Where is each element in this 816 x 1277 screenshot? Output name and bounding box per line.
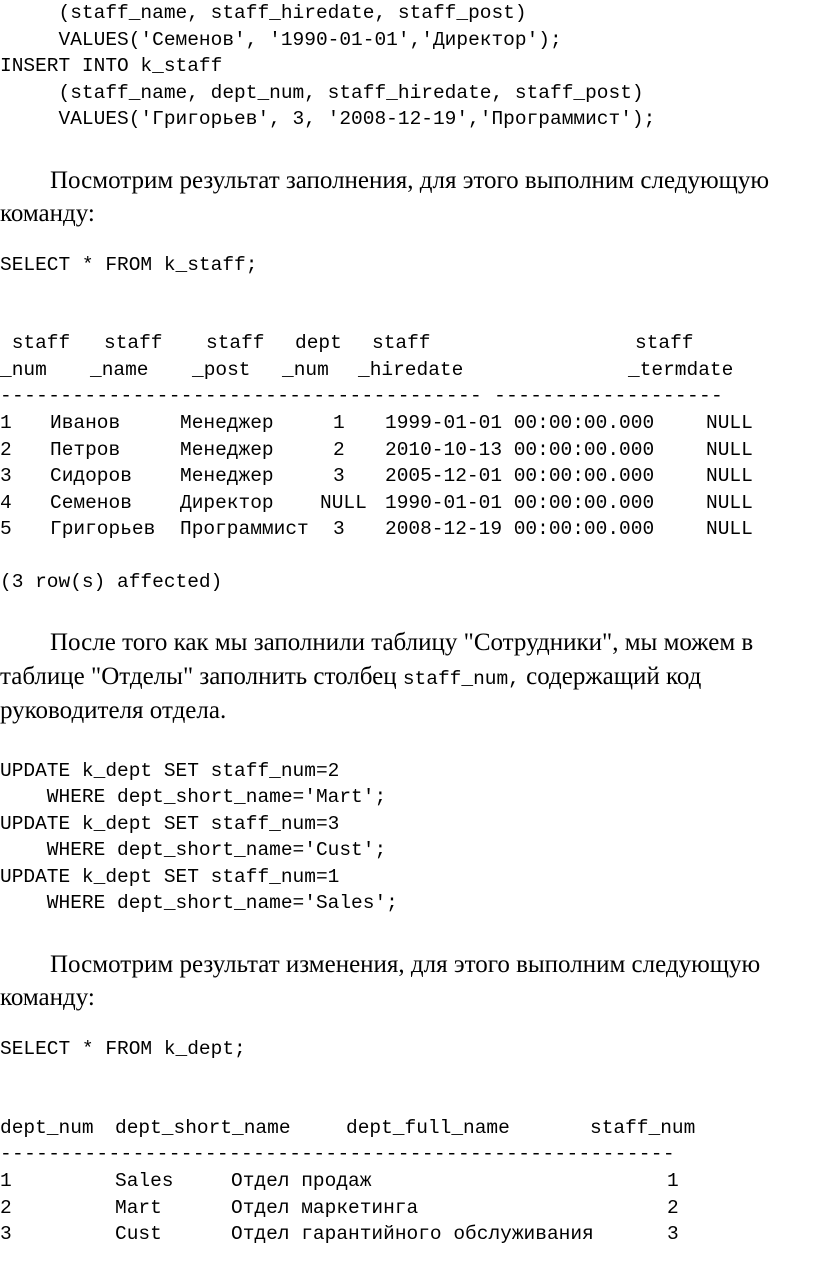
table-cell: NULL — [706, 438, 753, 461]
table-cell: NULL — [706, 412, 753, 434]
table-cell: 1 — [0, 1170, 12, 1192]
sql-query: SELECT * FROM k_staff; — [0, 254, 258, 276]
code-line: WHERE dept_short_name='Cust'; — [0, 839, 387, 861]
table-cell: NULL — [706, 465, 753, 487]
code-line: UPDATE k_dept SET staff_num=1 — [0, 866, 340, 888]
table-header-cell: dept — [295, 332, 342, 354]
code-line: INSERT INTO k_staff — [0, 55, 223, 77]
table-cell: Cust — [115, 1223, 162, 1245]
table-cell: NULL — [320, 491, 367, 514]
table-header-cell: staff_num — [590, 1117, 696, 1139]
paragraph-text-part: таблице "Отделы" заполнить столбец — [0, 663, 403, 690]
paragraph-text: руководителя отдела. — [0, 697, 227, 724]
code-line: UPDATE k_dept SET staff_num=2 — [0, 760, 340, 782]
table-header-cell: _post — [192, 359, 251, 381]
table-cell: 1 — [0, 412, 12, 434]
table-cell: 3 — [333, 518, 345, 540]
table-cell: 5 — [0, 518, 12, 540]
table-cell: Менеджер — [180, 438, 274, 461]
table-header-cell: _name — [90, 359, 149, 381]
table-cell: Отдел маркетинга — [231, 1196, 419, 1219]
table-cell: Sales — [115, 1170, 174, 1192]
table-cell: 4 — [0, 491, 12, 514]
table-header-cell: _termdate — [628, 359, 734, 381]
table-cell: 2 — [333, 438, 345, 461]
table-cell: Mart — [115, 1196, 162, 1219]
table-cell: Сидоров — [50, 465, 132, 487]
table-cell: 3 — [0, 465, 12, 487]
sql-query: SELECT * FROM k_dept; — [0, 1038, 246, 1060]
table-cell: Иванов — [50, 412, 121, 434]
code-line: (staff_name, staff_hiredate, staff_post) — [0, 2, 527, 24]
paragraph-text: После того как мы заполнили таблицу "Сотрудники", мы можем в — [50, 629, 754, 656]
paragraph-text: Посмотрим результат заполнения, для этого выполним следующую — [50, 167, 770, 194]
table-cell: 1999-01-01 00:00:00.000 — [385, 412, 655, 434]
code-line: WHERE dept_short_name='Mart'; — [0, 786, 387, 808]
code-line: (staff_name, dept_num, staff_hiredate, staff_post) — [0, 82, 644, 104]
table-cell: 2005-12-01 00:00:00.000 — [385, 465, 655, 487]
table-cell: Менеджер — [180, 412, 274, 434]
table-cell: Отдел продаж — [231, 1170, 372, 1192]
table-cell: 2 — [0, 438, 12, 461]
table-cell: 1 — [667, 1170, 679, 1192]
table-header-cell: staff — [206, 332, 265, 354]
table-cell: 3 — [0, 1223, 12, 1245]
table-separator: -------------------------------------------------------- — [0, 1143, 675, 1165]
paragraph-text — [0, 660, 701, 696]
table-header-cell: staff — [0, 332, 71, 354]
code-line: UPDATE k_dept SET staff_num=3 — [0, 813, 340, 835]
code-line: VALUES('Григорьев', 3, '2008-12-19','Программист'); — [0, 108, 656, 130]
table-cell: Петров — [50, 438, 121, 461]
table-header-cell: dept_num — [0, 1117, 94, 1139]
paragraph-text: команду: — [0, 200, 95, 227]
table-cell: 2010-10-13 00:00:00.000 — [385, 438, 655, 461]
table-header-cell: dept_short_name — [115, 1117, 291, 1139]
rows-affected: (3 row(s) affected) — [0, 571, 223, 593]
table-cell: 3 — [667, 1223, 679, 1245]
table-cell: Григорьев — [50, 518, 156, 540]
table-header-cell: staff — [372, 332, 431, 354]
table-cell: 1990-01-01 00:00:00.000 — [385, 491, 655, 514]
table-header-cell: staff — [104, 332, 163, 354]
table-cell: Программист — [180, 518, 309, 540]
table-cell: 3 — [333, 465, 345, 487]
table-cell: NULL — [706, 518, 753, 540]
table-header-cell: _hiredate — [358, 359, 464, 381]
table-header-cell: staff — [635, 332, 694, 354]
code-line: WHERE dept_short_name='Sales'; — [0, 892, 398, 914]
paragraph-text-part: содержащий код — [519, 663, 702, 690]
table-header-cell: _num — [0, 359, 47, 381]
table-cell: NULL — [706, 491, 753, 514]
table-header-cell: _num — [282, 359, 329, 381]
paragraph-text: Посмотрим результат изменения, для этого выполним следующую — [50, 951, 761, 978]
table-cell: 1 — [333, 412, 345, 434]
table-cell: Директор — [180, 491, 274, 514]
code-line: VALUES('Семенов', '1990-01-01','Директор'); — [0, 29, 562, 51]
table-cell: Отдел гарантийного обслуживания — [231, 1223, 594, 1245]
table-cell: Семенов — [50, 491, 132, 514]
table-cell: 2008-12-19 00:00:00.000 — [385, 518, 655, 540]
table-cell: 2 — [0, 1196, 12, 1219]
table-cell: Менеджер — [180, 465, 274, 487]
inline-code: staff_num, — [402, 668, 520, 690]
table-header-cell: dept_full_name — [346, 1117, 510, 1139]
table-separator: ---------------------------------------- ------------------- — [0, 385, 724, 407]
paragraph-text: команду: — [0, 984, 95, 1011]
table-cell: 2 — [667, 1196, 679, 1219]
